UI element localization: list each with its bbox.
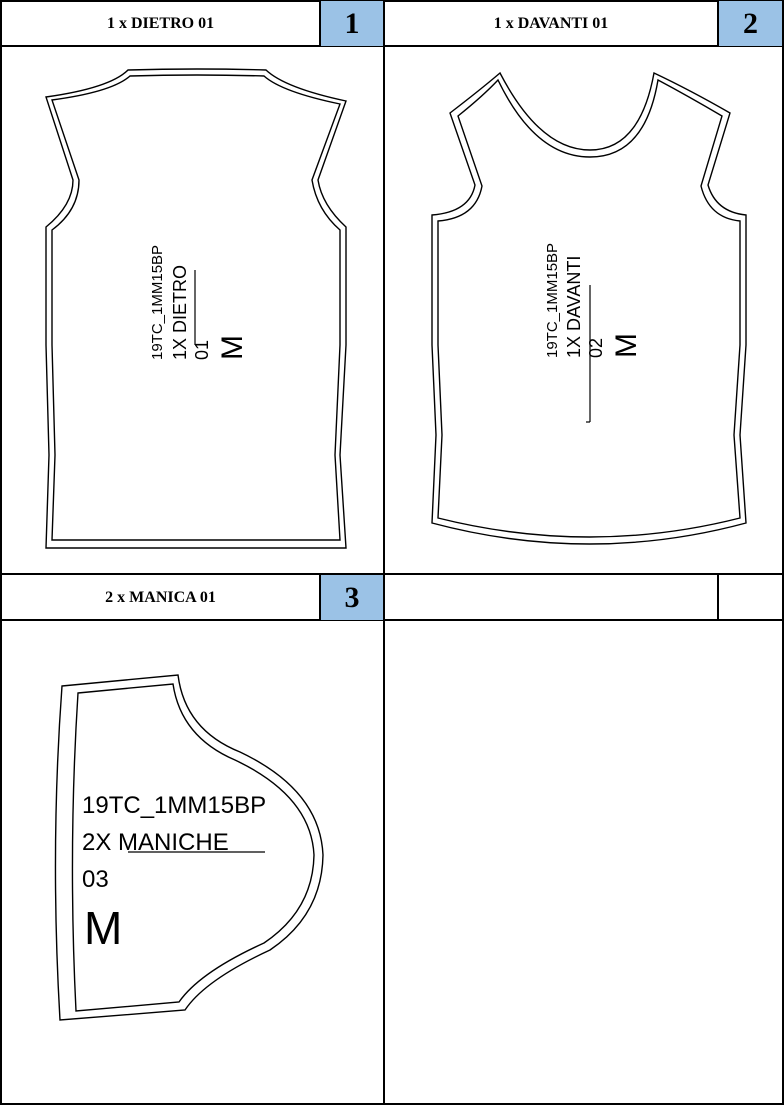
back-size-label: M — [216, 335, 249, 360]
back-name-label: 1X DIETRO — [170, 264, 190, 360]
cell-1-title: 1 x DIETRO 01 — [106, 14, 215, 32]
back-id-label: 01 — [192, 339, 212, 360]
cell-2-number: 2 — [719, 1, 782, 46]
front-code-label: 19TC_1MM15BP — [544, 242, 561, 358]
front-name-label: 1X DAVANTI — [564, 255, 584, 358]
front-id-label: 02 — [586, 337, 606, 358]
cell-1-number: 1 — [321, 1, 383, 46]
front-size-label: M — [610, 333, 643, 358]
back-code-label: 19TC_1MM15BP — [149, 244, 166, 360]
sleeve-code-label: 19TC_1MM15BP — [82, 792, 267, 819]
sleeve-name-label: 2X MANICHE — [82, 829, 229, 856]
cell-3-title: 2 x MANICA 01 — [105, 588, 216, 606]
cell-3-number: 3 — [321, 575, 383, 620]
sleeve-size-label: M — [84, 902, 123, 954]
cell-2-title: 1 x DAVANTI 01 — [493, 14, 609, 32]
sleeve-id-label: 03 — [82, 866, 109, 893]
